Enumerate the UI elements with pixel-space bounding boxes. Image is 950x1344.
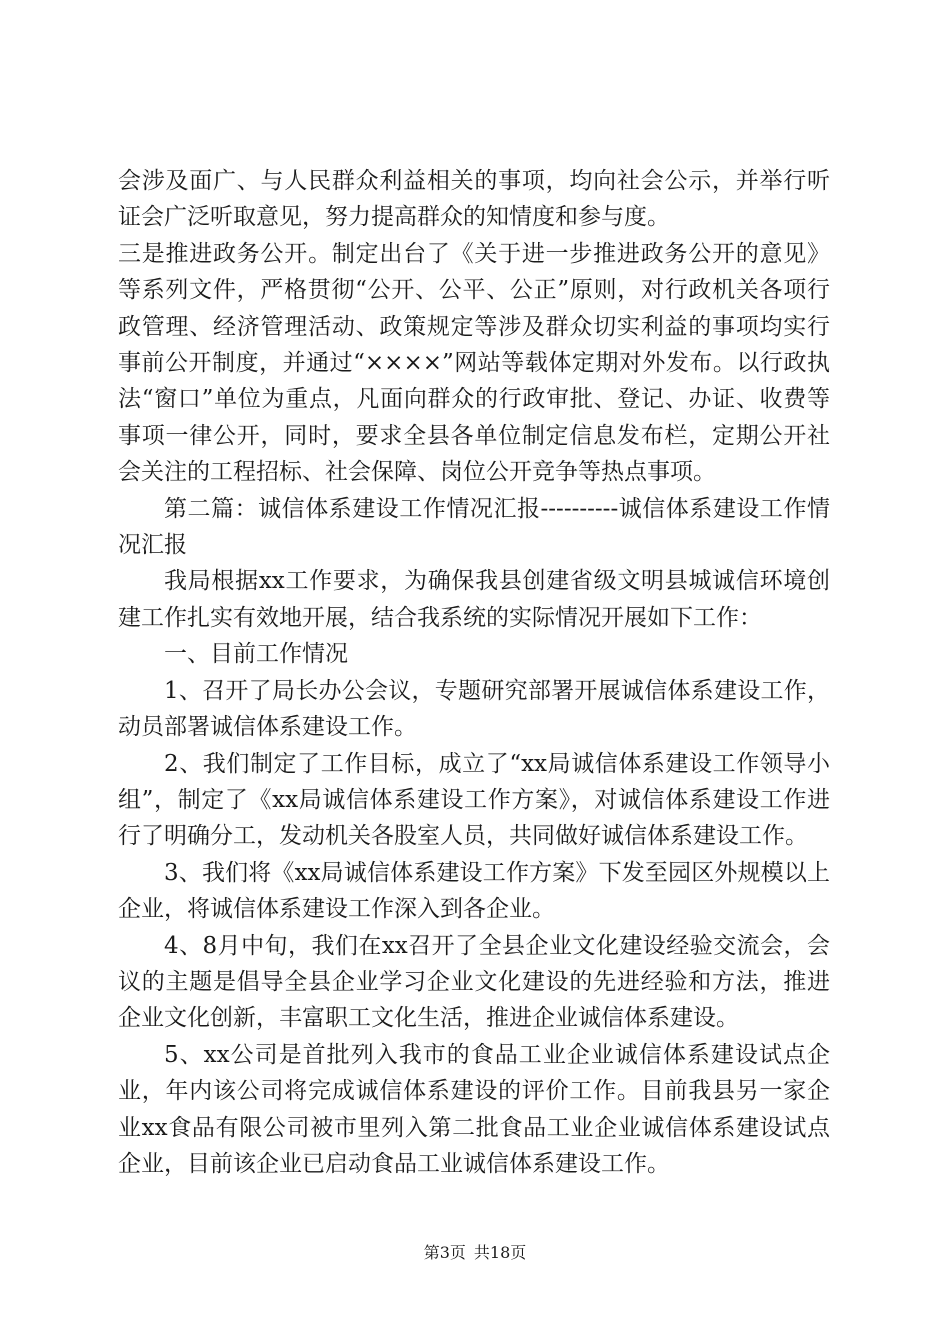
page-total: 共18页 <box>473 1243 527 1262</box>
paragraph-1: 会涉及面广、与人民群众利益相关的事项，均向社会公示，并举行听证会广泛听取意见，努力提高群众的知情度和参与度。 <box>118 168 830 231</box>
subsection-heading: 一、目前工作情况 <box>164 641 348 668</box>
list-item-3: 3、我们将《xx局诚信体系建设工作方案》下发至园区外规模以上企业，将诚信体系建设工作深入到各企业。 <box>118 859 830 923</box>
list-item-2: 2、我们制定了工作目标，成立了“xx局诚信体系建设工作领导小组”，制定了《xx局诚信体系建设工作方案》，对诚信体系建设工作进行了明确分工，发动机关各股室人员，共同做好诚信体系建设工作。 <box>118 750 830 850</box>
list-item-5: 5、xx公司是首批列入我市的食品工业企业诚信体系建设试点企业，年内该公司将完成诚信体系建设的评价工作。目前我县另一家企业xx食品有限公司被市里列入第二批食品工业企业诚信体系建设试点企业，目前该企业已启动食品工业诚信体系建设工作。 <box>118 1041 830 1177</box>
list-item-4: 4、8月中旬，我们在xx召开了全县企业文化建设经验交流会，会议的主题是倡导全县企业学习企业文化建设的先进经验和方法，推进企业文化创新，丰富职工文化生活，推进企业诚信体系建设。 <box>118 932 830 1032</box>
paragraph-intro: 我局根据xx工作要求，为确保我县创建省级文明县城诚信环境创建工作扎实有效地开展，结合我系统的实际情况开展如下工作： <box>118 568 830 631</box>
page-number: 第3页 <box>423 1243 466 1262</box>
page-footer <box>0 1240 950 1263</box>
list-item-1: 1、召开了局长办公会议，专题研究部署开展诚信体系建设工作，动员部署诚信体系建设工作。 <box>118 677 830 741</box>
document-body <box>118 163 830 1182</box>
paragraph-2: 三是推进政务公开。制定出台了《关于进一步推进政务公开的意见》等系列文件，严格贯彻“公开、公平、公正”原则，对行政机关各项行政管理、经济管理活动、政策规定等涉及群众切实利益的事项均实行事前公开制度，并通过“××××”网站等载体定期对外发布。以行政执法“窗口”单位为重点，凡面向群众的行政审批、登记、办证、收费等事项一律公开，同时，要求全县各单位制定信息发布栏，定期公开社会关注的工程招标、社会保障、岗位公开竞争等热点事项。 <box>118 240 830 486</box>
section-heading: 第二篇：诚信体系建设工作情况汇报----------诚信体系建设工作情况汇报 <box>118 495 830 559</box>
